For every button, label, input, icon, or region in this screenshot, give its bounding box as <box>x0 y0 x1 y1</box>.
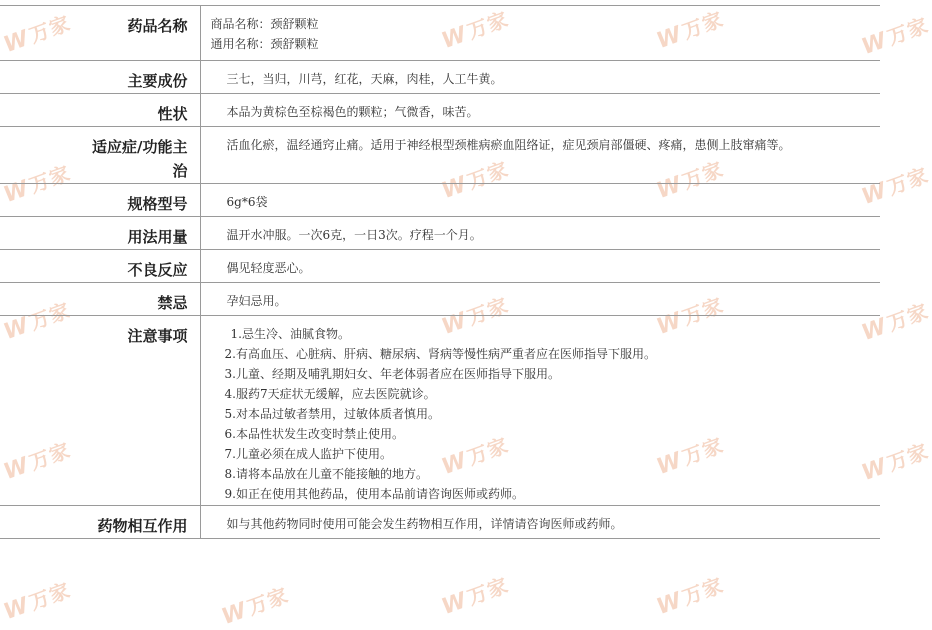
value-properties: 本品为黄棕色至棕褐色的颗粒；气微香，味苦。 <box>200 94 880 127</box>
watermark-logo: W万家 <box>218 582 292 630</box>
list-item: 5.对本品过敏者禁用，过敏体质者慎用。 <box>224 407 440 421</box>
value-indications: 活血化瘀，温经通窍止痛。适用于神经根型颈椎病瘀血阻络证，症见颈肩部僵硬、疼痛，患侧上肢窜痛等。 <box>200 127 880 184</box>
label-adverse: 不良反应 <box>0 250 200 283</box>
list-item: 7.儿童必须在成人监护下使用。 <box>224 447 392 461</box>
label-interactions: 药物相互作用 <box>0 506 200 539</box>
watermark-logo: W万家 <box>858 438 932 486</box>
label-ingredients: 主要成份 <box>0 61 200 94</box>
trade-name: 商品名称：颈舒颗粒 <box>210 17 319 31</box>
list-item: 4.服药7天症状无缓解，应去医院就诊。 <box>224 387 436 401</box>
value-usage: 温开水冲服。一次6克，一日3次。疗程一个月。 <box>200 217 880 250</box>
label-drug-name: 药品名称 <box>0 6 200 61</box>
list-item: 6.本品性状发生改变时禁止使用。 <box>224 427 404 441</box>
watermark-logo: W万家 <box>0 297 74 345</box>
row-precautions <box>0 316 880 506</box>
value-ingredients: 三七，当归，川芎，红花，天麻，肉桂，人工牛黄。 <box>200 61 880 94</box>
watermark-logo: W万家 <box>0 160 74 208</box>
list-item: 1.忌生冷、油腻食物。 <box>230 327 350 341</box>
label-precautions: 注意事项 <box>0 316 200 506</box>
row-spec <box>0 184 880 217</box>
label-spec: 规格型号 <box>0 184 200 217</box>
label-properties: 性状 <box>0 94 200 127</box>
watermark-logo: W万家 <box>653 292 727 340</box>
drug-info-table <box>0 5 880 539</box>
watermark-logo: W万家 <box>438 6 512 54</box>
precautions-list <box>225 324 851 504</box>
row-drug-name <box>0 6 880 61</box>
list-item: 3.儿童、经期及哺乳期妇女、年老体弱者应在医师指导下服用。 <box>224 367 560 381</box>
label-contraindications: 禁忌 <box>0 283 200 316</box>
watermark-logo: W万家 <box>653 432 727 480</box>
list-item: 2.有高血压、心脏病、肝病、糖尿病、肾病等慢性病严重者应在医师指导下服用。 <box>224 347 656 361</box>
row-ingredients <box>0 61 880 94</box>
generic-name: 通用名称：颈舒颗粒 <box>210 37 319 51</box>
row-contraindications <box>0 283 880 316</box>
watermark-logo: W万家 <box>438 156 512 204</box>
value-spec: 6g*6袋 <box>200 184 880 217</box>
row-properties <box>0 94 880 127</box>
row-adverse <box>0 250 880 283</box>
list-item: 9.如正在使用其他药品，使用本品前请咨询医师或药师。 <box>224 487 524 501</box>
row-interactions <box>0 506 880 539</box>
row-indications <box>0 127 880 184</box>
watermark-logo: W万家 <box>0 437 74 485</box>
watermark-logo: W万家 <box>858 298 932 346</box>
watermark-logo: W万家 <box>653 6 727 54</box>
list-item: 8.请将本品放在儿童不能接触的地方。 <box>224 467 428 481</box>
label-usage: 用法用量 <box>0 217 200 250</box>
value-precautions <box>200 316 880 506</box>
watermark-logo: W万家 <box>858 162 932 210</box>
label-indications-line-2: 治 <box>172 162 188 180</box>
watermark-logo: W万家 <box>0 10 74 58</box>
watermark-logo: W万家 <box>0 577 74 625</box>
value-adverse: 偶见轻度恶心。 <box>200 250 880 283</box>
value-drug-name <box>200 6 880 61</box>
value-interactions: 如与其他药物同时使用可能会发生药物相互作用，详情请咨询医师或药师。 <box>200 506 880 539</box>
value-contraindications: 孕妇忌用。 <box>200 283 880 316</box>
label-indications-line-1: 适应症/功能主 <box>92 138 188 156</box>
watermark-logo: W万家 <box>858 12 932 60</box>
watermark-logo: W万家 <box>438 572 512 620</box>
watermark-logo: W万家 <box>438 292 512 340</box>
label-indications <box>0 127 200 184</box>
row-usage <box>0 217 880 250</box>
watermark-logo: W万家 <box>653 572 727 620</box>
watermark-logo: W万家 <box>653 156 727 204</box>
watermark-logo: W万家 <box>438 432 512 480</box>
